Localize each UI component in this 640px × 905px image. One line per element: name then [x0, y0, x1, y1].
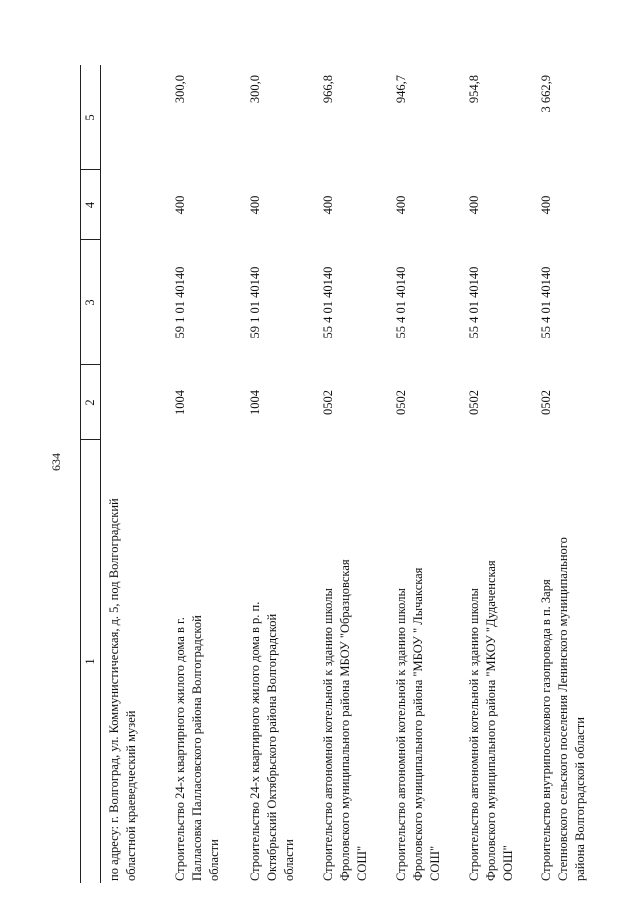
- row-section: 0502: [539, 390, 553, 415]
- row-amount: 954,8: [467, 75, 481, 104]
- column-header: 2: [83, 399, 97, 406]
- row-amount: 3 662,9: [539, 75, 553, 113]
- row-section: 1004: [248, 390, 262, 415]
- table-top-border: [80, 65, 81, 883]
- row-section: 0502: [467, 390, 481, 415]
- rotated-table: [80, 65, 600, 883]
- column-header: 4: [83, 201, 97, 209]
- row-type: 400: [321, 195, 335, 215]
- column-header: 1: [83, 658, 97, 665]
- row-code: 55 4 01 40140: [394, 266, 408, 339]
- row-type: 400: [248, 195, 262, 215]
- row-section: 1004: [173, 390, 187, 415]
- row-section: 0502: [321, 390, 335, 415]
- row-name: Строительство 24-х квартирного жилого дома в г. Палласовка Палласовского района Волгоградской области: [173, 615, 221, 881]
- row-name: Строительство автономной котельной к зданию школы Фроловского муниципального района "МБОУ " Лычакская СОШ": [394, 567, 442, 881]
- row-name: Строительство внутрипоселкового газопровода в п. Заря Степновского сельского поселения Ленинского муниципального района Волгоградской области: [539, 537, 587, 881]
- row-section: 0502: [394, 390, 408, 415]
- row-code: 55 4 01 40140: [467, 266, 481, 339]
- column-header: 3: [83, 299, 97, 306]
- row-code: 55 4 01 40140: [539, 266, 553, 339]
- page-number: 634: [49, 453, 63, 471]
- row-name: Строительство 24-х квартирного жилого дома в р. п. Октябрьский Октябрьского района Волгоградской области: [248, 601, 296, 881]
- row-type: 400: [539, 195, 553, 215]
- row-amount: 966,8: [321, 75, 335, 104]
- row-amount: 300,0: [248, 75, 262, 104]
- row-code: 59 1 01 40140: [173, 266, 187, 339]
- row-type: 400: [173, 195, 187, 215]
- row-code: 55 4 01 40140: [321, 266, 335, 339]
- row-code: 59 1 01 40140: [248, 266, 262, 339]
- row-type: 400: [394, 195, 408, 215]
- row-name: Строительство автономной котельной к зданию школы Фроловского муниципального района МБОУ "Образцовская СОШ": [321, 559, 369, 881]
- column-header: 5: [83, 114, 97, 121]
- row-name: по адресу: г. Волгоград, ул. Коммунистическая, д. 5, под Волгоградский областной краеведческий музей: [107, 498, 138, 881]
- row-amount: 300,0: [173, 75, 187, 104]
- header-bottom-border: [100, 65, 101, 883]
- row-type: 400: [467, 195, 481, 215]
- row-amount: 946,7: [394, 75, 408, 104]
- row-name: Строительство автономной котельной к зданию школы Фроловского муниципального района "МКОУ "Дудаченская ООШ": [467, 560, 515, 881]
